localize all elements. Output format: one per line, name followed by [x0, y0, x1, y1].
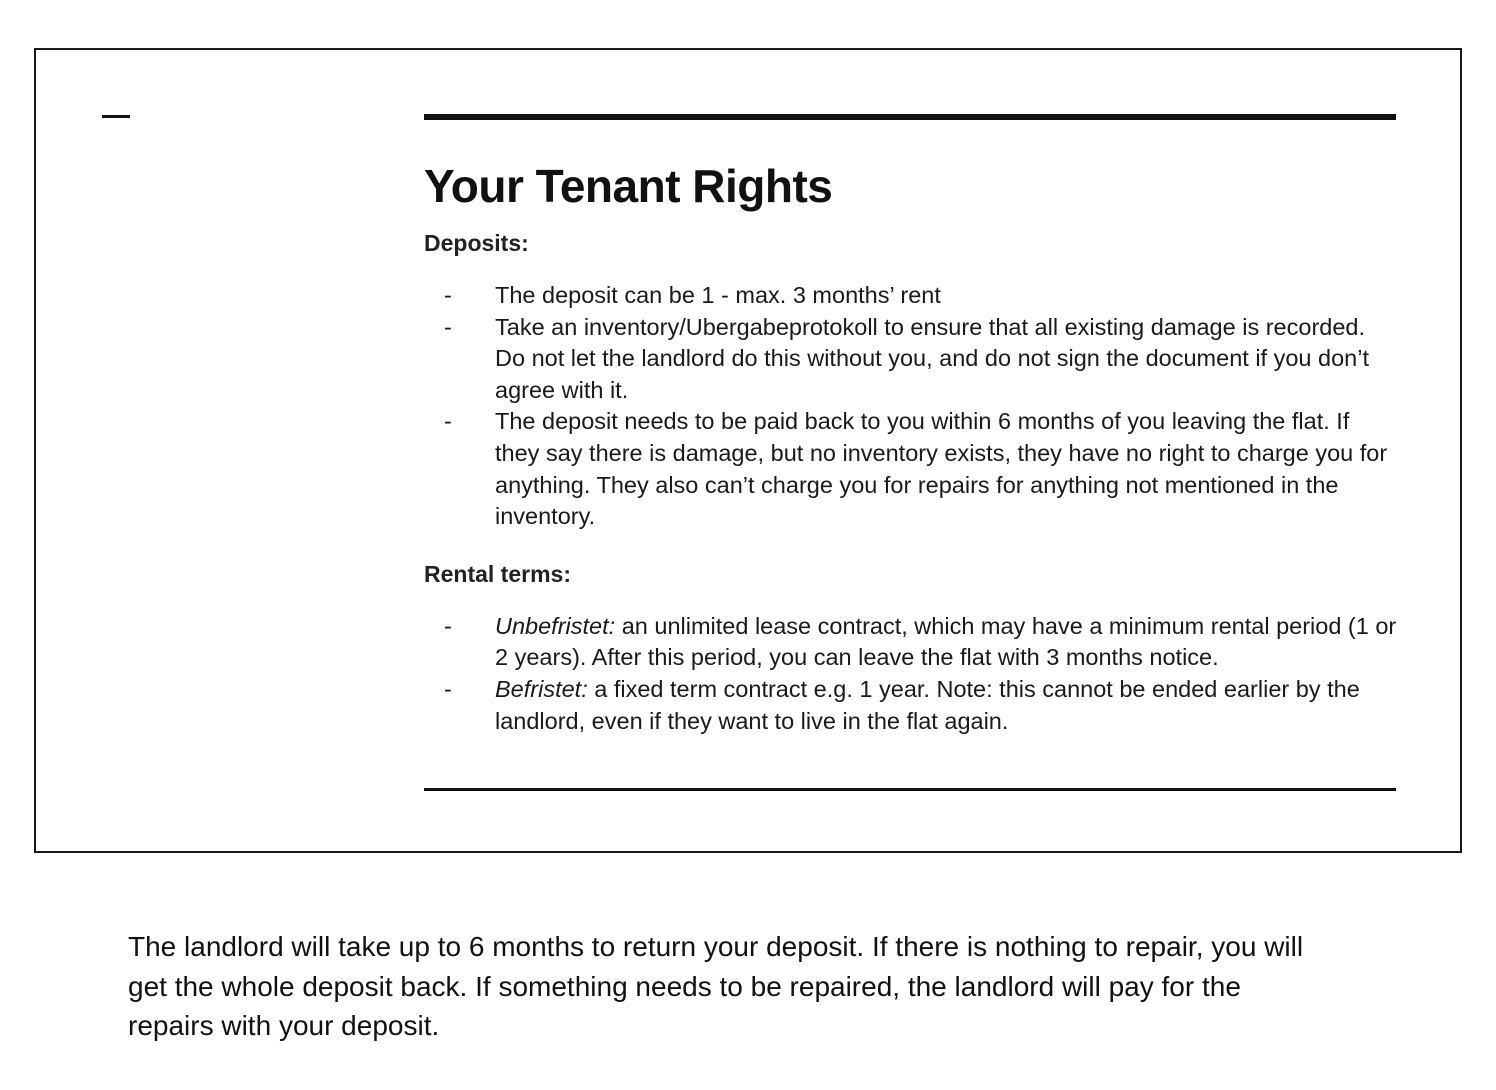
bullet-dash: -: [444, 282, 452, 308]
list-item: [424, 312, 1399, 407]
bullet-dash: -: [444, 313, 452, 340]
slide-image: [34, 48, 1462, 853]
bottom-rule: [424, 788, 1396, 791]
slide-title: Your Tenant Rights: [424, 160, 833, 212]
top-rule: [424, 114, 1396, 120]
deposit-item-text: Take an inventory/Ubergabeprotokoll to ensure that all existing damage is recorded. Do not let the landlord do this without you, and do not sign the document if you don’t agree with it.: [495, 313, 1369, 403]
bullet-dash: -: [444, 675, 452, 702]
rental-terms-heading: Rental terms:: [424, 560, 571, 587]
list-item: [424, 406, 1399, 532]
deposit-item-text: The deposit can be 1 - max. 3 months’ rent: [495, 282, 941, 308]
rental-term-description: an unlimited lease contract, which may have a minimum rental period (1 or 2 years). After this period, you can leave the flat with 3 months notice.: [495, 612, 1397, 671]
rental-term: Befristet:: [495, 675, 588, 702]
list-item: [424, 280, 1399, 312]
rental-item-text: [495, 674, 1399, 737]
corner-dash-mark: [102, 115, 130, 118]
list-item: [424, 674, 1399, 737]
list-item: [424, 611, 1399, 674]
deposit-item-text: The deposit needs to be paid back to you within 6 months of you leaving the flat. If they say there is damage, but no inventory exists, they have no right to charge you for anything. They also can’t charge you for repairs for anything not mentioned in the inventory.: [495, 408, 1388, 530]
rental-item-text: [495, 611, 1399, 674]
rental-term-description: a fixed term contract e.g. 1 year. Note: this cannot be ended earlier by the landlord, even if they want to live in the flat again.: [495, 675, 1360, 734]
deposits-heading: Deposits:: [424, 230, 529, 256]
bullet-dash: -: [444, 612, 452, 639]
slide-content: [424, 158, 1399, 737]
caption-text: The landlord will take up to 6 months to return your deposit. If there is nothing to repair, you will get the whole deposit back. If something needs to be repaired, the landlord will pay for the repairs with your deposit.: [128, 931, 1304, 1041]
rental-term: Unbefristet:: [495, 612, 616, 639]
bullet-dash: -: [444, 408, 452, 435]
rental-terms-list: [424, 611, 1399, 737]
deposits-list: [424, 280, 1399, 533]
